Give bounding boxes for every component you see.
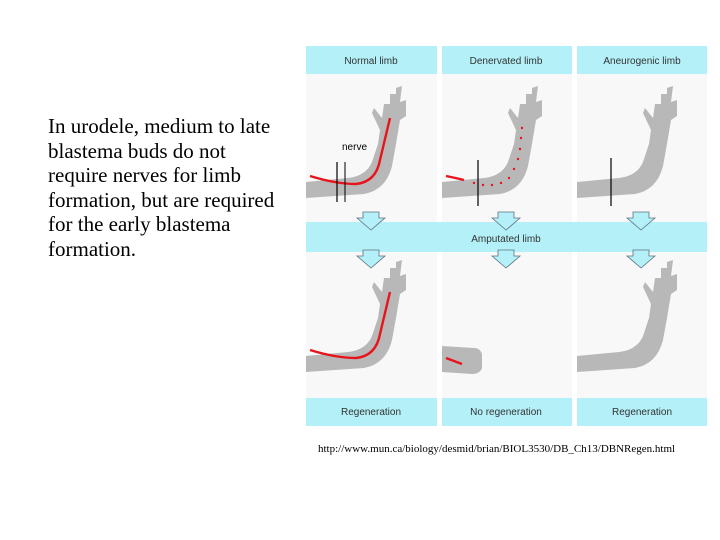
footer-regeneration-aneurogenic: Regeneration <box>611 407 673 418</box>
limb-regeneration-figure <box>306 46 707 426</box>
body-text: In urodele, medium to late blastema buds do not require nerves for limb formation, but are required for the early blastema formation. <box>48 114 275 261</box>
amputated-limb-label: Amputated limb <box>471 234 541 245</box>
column-divider <box>437 252 442 426</box>
source-url: http://www.mun.ca/biology/desmid/brian/BIOL3530/DB_Ch13/DBNRegen.html <box>318 443 676 455</box>
header-normal-limb: Normal limb <box>344 56 398 67</box>
nerve-label: nerve <box>342 142 368 153</box>
header-aneurogenic-limb: Aneurogenic limb <box>603 56 681 67</box>
column-divider <box>572 46 577 222</box>
column-divider <box>572 252 577 426</box>
header-denervated-limb: Denervated limb <box>469 56 543 67</box>
footer-no-regeneration: No regeneration <box>470 407 542 418</box>
denervated-limb-stump <box>442 346 482 374</box>
footer-regeneration-normal: Regeneration <box>340 407 402 418</box>
column-divider <box>437 46 442 222</box>
